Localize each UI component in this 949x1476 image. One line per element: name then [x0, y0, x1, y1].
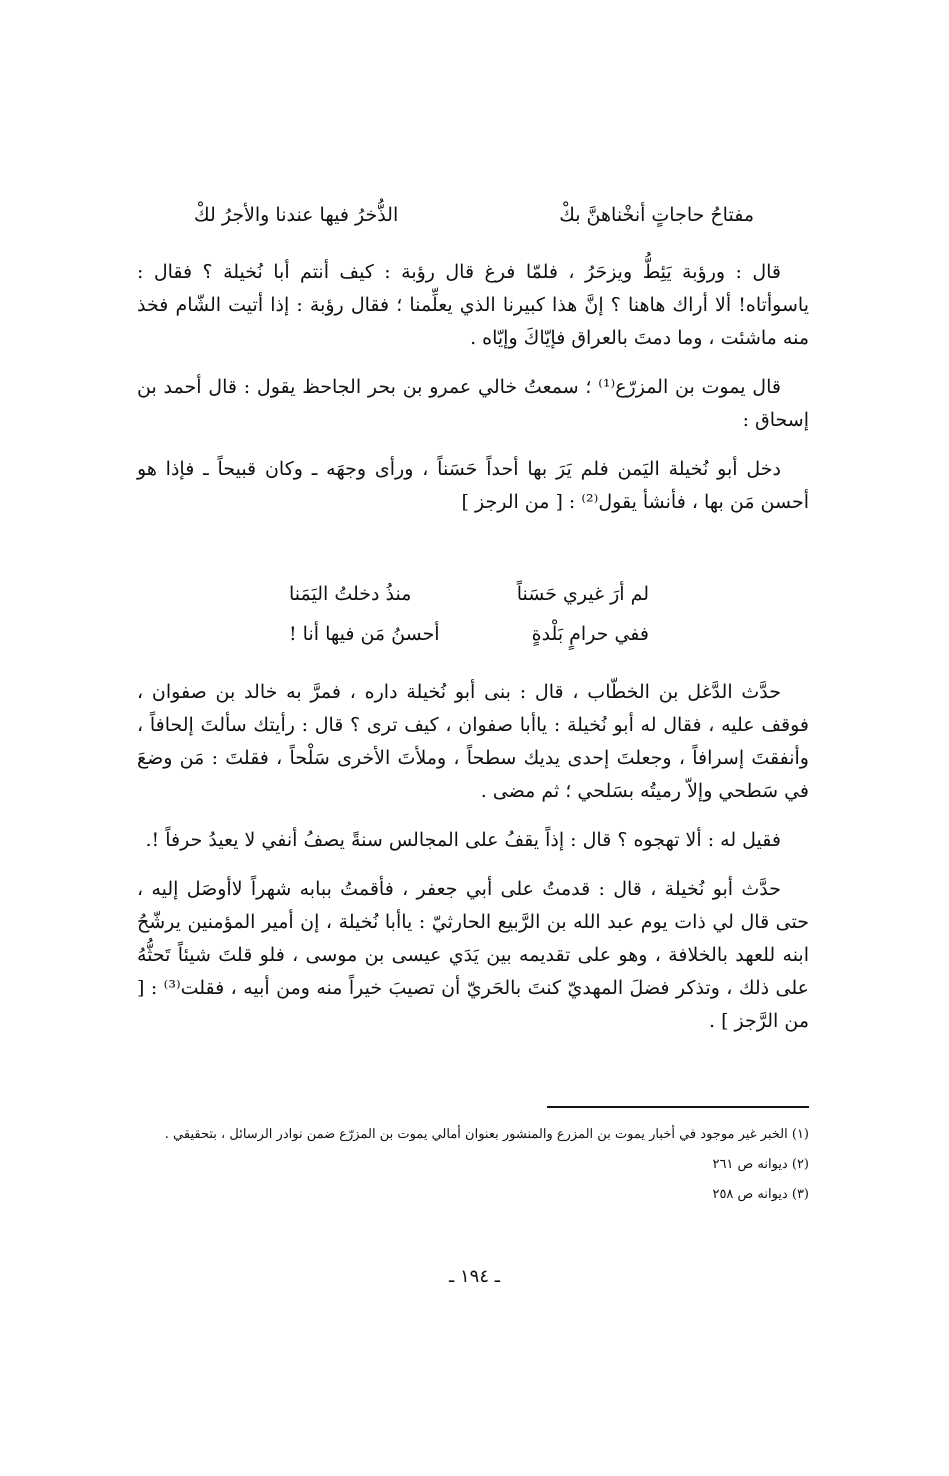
hemistich-second: أحسنُ مَن فيها أنا !	[289, 623, 440, 645]
footnote-2: (٢) ديوانه ص ٢٦١	[712, 1157, 809, 1172]
paragraph: حدَّث الدَّغل بن الخطّاب ، قال : بنى أبو نُخيلة داره ، فمرَّ به خالد بن صفوان ، فوقف عليه ، فقال له أبو نُخيلة : ياأبا صفوان ، كيف ترى ؟ قال : رأيتك سألتَ إلحافاً ، وأنفقتَ إسرافاً ، وجعلتَ إحدى يديك سطحاً ، وملأتَ الأخرى سَلْحاً ، فقلتَ : مَن وضعَ في سَطحي وإلاّ رميتُه بسَلحي ؛ ثم مضى .	[137, 681, 809, 802]
body-text-1	[137, 256, 809, 519]
paragraph: حدَّث أبو نُخيلة ، قال : قدمتُ على أبي جعفر ، فأقمتُ ببابه شهراً لاأوصَل إليه ، حتى قال لي ذات يوم عبد الله بن الرَّبيع الحارثيّ : ياأبا نُخيلة ، إن أمير المؤمنين يرشّحُ ابنه للعهد بالخلافة ، وهو على تقديمه بين يَدَي عيسى بن موسى ، فلو قلتَ شيئاً تَحثُّهُ على ذلك ، وتذكر فضلَ المهديّ كنتَ بالحَريّ أن تصيبَ خيراً منه ومن أبيه ، فقلت⁽³⁾ : [ من الرَّجز ] .	[137, 878, 809, 1032]
verse-line	[289, 617, 649, 651]
footnote-separator	[547, 1106, 809, 1108]
footnote-3: (٣) ديوانه ص ٢٥٨	[712, 1187, 809, 1202]
page-number: ـ ١٩٤ ـ	[448, 1266, 500, 1287]
verse-line	[194, 198, 754, 232]
footnotes	[137, 1120, 809, 1210]
paragraph: دخل أبو نُخيلة اليَمن فلم يَرَ بها أحداً حَسَناً ، ورأى وجهَه ـ وكان قبيحاً ـ فإذا هو أحسن مَن بها ، فأنشأ يقول⁽²⁾ : [ من الرجز ]	[137, 458, 809, 513]
hemistich-first: ففي حرامٍ بَلْدةٍ	[531, 623, 649, 645]
hemistich-second: منذُ دخلتُ اليَمَنا	[289, 583, 412, 605]
paragraph: فقيل له : ألا تهجوه ؟ قال : إذاً يقفُ على المجالس سنةً يصفُ أنفي لا يعيدُ حرفاً !.	[145, 829, 781, 851]
hemistich-second: الذُّخرُ فيها عندنا والأجرُ لكْ	[194, 204, 399, 226]
verse-top	[194, 198, 754, 232]
verse-line	[289, 577, 649, 611]
footnote-1: (١) الخبر غير موجود في أخبار يموت بن المزرع والمنشور بعنوان أمالي يموت بن المزرّع ضمن نوادر الرسائل ، بتحقيقي .	[164, 1127, 809, 1142]
paragraph: قال : ورؤبة يَئِطُّ ويزحَرُ ، فلمّا فرغ قال رؤبة : كيف أنتم أبا نُخيلة ؟ فقال : ياسوأتاه! ألا أراك هاهنا ؟ إنَّ هذا كبيرنا الذي يعلِّمنا ؛ فقال رؤبة : إذا أتيت الشّام فخذ منه ماشئت ، وما دمتَ بالعراق فإيّاكَ وإيّاه .	[137, 261, 809, 349]
verse-middle	[289, 577, 649, 651]
hemistich-first: مفتاحُ حاجاتٍ أنخْناهنَّ بكْ	[559, 204, 754, 226]
hemistich-first: لم أرَ غيري حَسَناً	[516, 583, 649, 605]
body-text-2	[137, 676, 809, 1038]
paragraph: قال يموت بن المزرّع⁽¹⁾ ؛ سمعتُ خالي عمرو بن بحر الجاحظ يقول : قال أحمد بن إسحاق :	[137, 376, 809, 431]
